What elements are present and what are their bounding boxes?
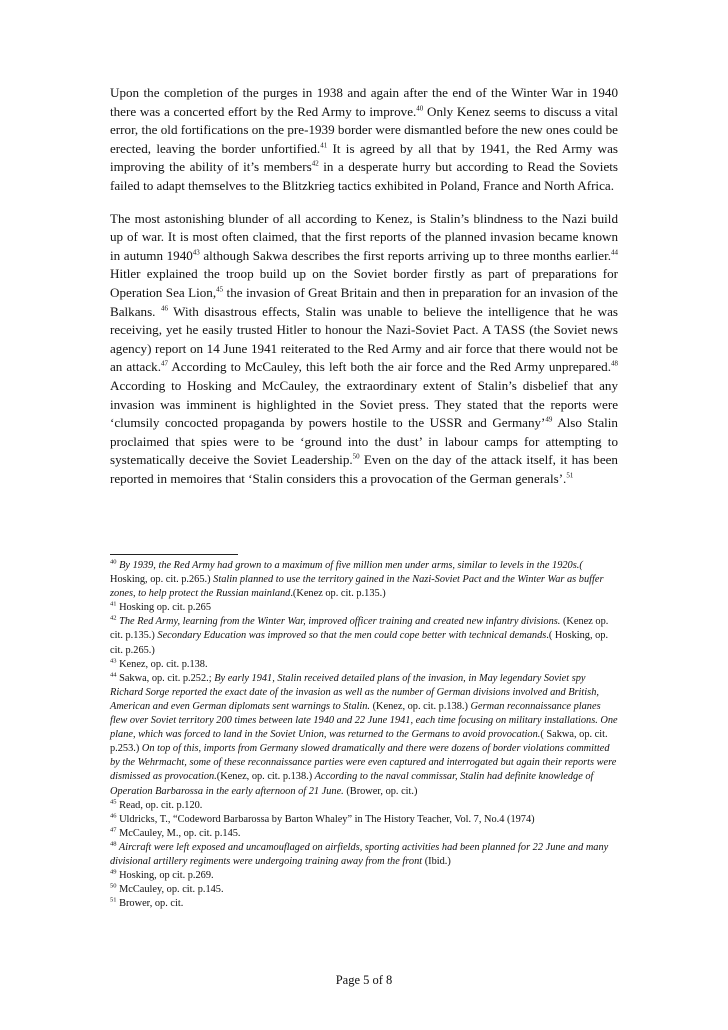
footnotes: [110, 559, 620, 911]
text-run: According to McCauley, this left both the air force and the Red Army unprepared.: [167, 359, 611, 375]
footnote-ref-47[interactable]: 47: [160, 359, 168, 368]
footnote-ref-48[interactable]: 48: [611, 359, 618, 368]
body-text: [110, 84, 618, 502]
footnote-number: 44: [110, 671, 117, 679]
footnote-citation: (Kenez, op. cit. p.138.): [370, 700, 468, 712]
footnote-number: 46: [110, 812, 117, 820]
footnote-number: 45: [110, 798, 117, 806]
footnote-ref-49[interactable]: 49: [545, 415, 553, 424]
footnote-text: Stalin planned to use the territory gained in the Nazi-Soviet Pact and the Winter War as buffer zones, to help protect the Russian mainland: [110, 574, 604, 600]
footnote-45: [110, 799, 620, 813]
footnote-text: The Red Army, learning from the Winter War, improved officer training and created new infantry divisions.: [116, 616, 561, 628]
footnote-citation: Read, op. cit. p.120.: [116, 799, 203, 811]
footnote-42: [110, 615, 620, 657]
footnote-text: Aircraft were left exposed and uncamouflaged on airfields, sporting activities had been planned for 22 June and many divisional artillery regiments were undergoing training away from the front: [110, 841, 609, 867]
footnote-citation: Kenez, op. cit. p.138.: [116, 658, 208, 670]
footnote-number: 43: [110, 657, 117, 665]
footnote-text: On top of this, imports from Germany slowed dramatically and there were dozens of border violations committed by the Wehrmacht, some of these reconnaissance parties were even captured and interrogated but again their reports were dismissed as provocation.: [110, 743, 617, 783]
footnote-citation: Uldricks, T., “Codeword Barbarossa by Barton Whaley” in The History Teacher, Vol. 7, No.4 (1974): [116, 813, 535, 825]
footnote-ref-43[interactable]: 43: [192, 248, 200, 257]
footnote-ref-44[interactable]: 44: [611, 248, 618, 257]
footnote-41: [110, 601, 620, 615]
page-number: Page 5 of 8: [335, 973, 393, 987]
footnote-ref-41[interactable]: 41: [320, 141, 328, 150]
footnote-number: 40: [110, 558, 117, 566]
footnote-47: [110, 827, 620, 841]
text-run: the invasion of Great Britain and then in preparation for an invasion of the Balkans.: [110, 284, 618, 319]
footnote-49: [110, 869, 620, 883]
paragraph-2: [110, 210, 618, 489]
text-run: Hitler explained the troop build up on the Soviet border firstly as part of preparations for Operation Sea Lion,: [110, 266, 618, 300]
footnote-44: [110, 672, 620, 799]
text-run: Only Kenez seems to discuss a vital error, the old fortifications on the pre-1939 border were dismantled before the new ones could be erected, leaving the border unfortified.: [110, 103, 619, 156]
footnote-citation: ( Sakwa, op. cit. p.253.): [110, 729, 608, 755]
footnote-number: 47: [110, 826, 117, 834]
footnote-number: 51: [110, 896, 117, 904]
paragraph-1: [110, 84, 618, 196]
footnote-citation: .(Kenez op. cit. p.135.): [290, 588, 386, 600]
footnote-citation: McCauley, M., op. cit. p.145.: [116, 827, 241, 839]
footnote-ref-45[interactable]: 45: [216, 285, 224, 294]
footnote-text: By 1939, the Red Army had grown to a maximum of five million men under arms, similar to levels in the 1920s.(: [116, 560, 583, 571]
footnote-46: [110, 813, 620, 827]
footnote-ref-42[interactable]: 42: [311, 160, 319, 169]
footnote-citation: (Ibid.): [422, 855, 451, 867]
footnote-number: 48: [110, 840, 117, 848]
footnote-citation: Sakwa, op. cit. p.252.;: [116, 672, 212, 684]
footnote-ref-51[interactable]: 51: [566, 471, 574, 480]
text-run: The most astonishing blunder of all according to Kenez, is Stalin’s blindness to the Nazi build up of war. It is most often claimed, that the first reports of the planned invasion became known in autumn 1940: [110, 210, 618, 263]
footnote-citation: .( Hosking, op. cit. p.265.): [110, 630, 609, 656]
footnote-citation: (Kenez op. cit. p.135.): [110, 616, 609, 642]
footnote-citation: Hosking, op cit. p.269.: [116, 870, 214, 882]
footnote-51: [110, 897, 620, 911]
text-run: With disastrous effects, Stalin was unable to believe the intelligence that he was receiving, yet he easily trusted Hitler to honour the Nazi-Soviet Pact. A TASS (the Soviet news agency) report on 14 June 1941 reiterated to the Red Army and air force that there would not be an attack.: [110, 303, 619, 375]
footnote-number: 42: [110, 614, 117, 622]
footnote-citation: Hosking, op. cit. p.265.): [110, 574, 211, 586]
footnote-citation: (Kenez, op. cit. p.138.): [216, 771, 313, 783]
footnote-text: According to the naval commissar, Stalin had definite knowledge of Operation Barbarossa in the early afternoon of 21 June.: [110, 771, 594, 797]
text-run: It is agreed by all that by 1941, the Red Army was improving the ability of it’s members: [110, 140, 618, 175]
footnote-ref-46[interactable]: 46: [160, 304, 168, 313]
footnote-40: [110, 559, 620, 601]
text-run: According to Hosking and McCauley, the extraordinary extent of Stalin’s disbelief that any invasion was imminent is highlighted in the Soviet press. They stated that the reports were ‘clumsily concocted propaganda by powers hostile to the USSR and Germany’: [110, 377, 618, 431]
text-run: in a desperate hurry but according to Read the Soviets failed to adapt themselves to the Blitzkrieg tactics exhibited in Poland, France and North Africa.: [110, 159, 618, 193]
text-run: Upon the completion of the purges in 1938 and again after the end of the Winter War in 1940 there was a concerted effort by the Red Army to improve.: [110, 85, 618, 119]
footnote-separator: [110, 554, 238, 555]
footnote-text: Secondary Education was improved so that the men could cope better with technical demands: [154, 630, 547, 642]
footnote-citation: (Brower, op. cit.): [343, 785, 418, 797]
footnote-43: [110, 658, 620, 672]
footnote-ref-40[interactable]: 40: [416, 104, 424, 113]
footnote-50: [110, 883, 620, 897]
footnote-text: By early 1941, Stalin received detailed plans of the invasion, in May legendary Soviet spy Richard Sorge reported the exact date of the invasion as well as the number of German divisions involved and British, American and even German diplomats sent warnings to Stalin.: [110, 672, 599, 712]
footnote-number: 49: [110, 868, 117, 876]
footnote-citation: Hosking op. cit. p.265: [116, 602, 212, 614]
text-run: Also Stalin proclaimed that spies were to be ‘ground into the dust’ in labour camps for attempting to systematically deceive the Soviet Leadership.: [110, 415, 618, 468]
text-run: although Sakwa describes the first reports arriving up to three months earlier.: [199, 247, 611, 263]
footnote-number: 41: [110, 600, 117, 608]
footnote-ref-50[interactable]: 50: [352, 452, 360, 461]
text-run: Even on the day of the attack itself, it has been reported in memoires that ‘Stalin considers this a provocation of the German generals’.: [110, 452, 618, 486]
footnote-number: 50: [110, 882, 117, 890]
footnote-48: [110, 841, 620, 869]
footnote-citation: Brower, op. cit.: [116, 898, 184, 910]
footnote-citation: McCauley, op. cit. p.145.: [116, 884, 224, 896]
footnote-text: German reconnaissance planes flew over Soviet territory 200 times between late 1940 and 22 June 1941, each time focusing on military installations. One plane, which was forced to land in the Soviet Union, was returned to the Germans to avoid provocation.: [110, 700, 618, 741]
